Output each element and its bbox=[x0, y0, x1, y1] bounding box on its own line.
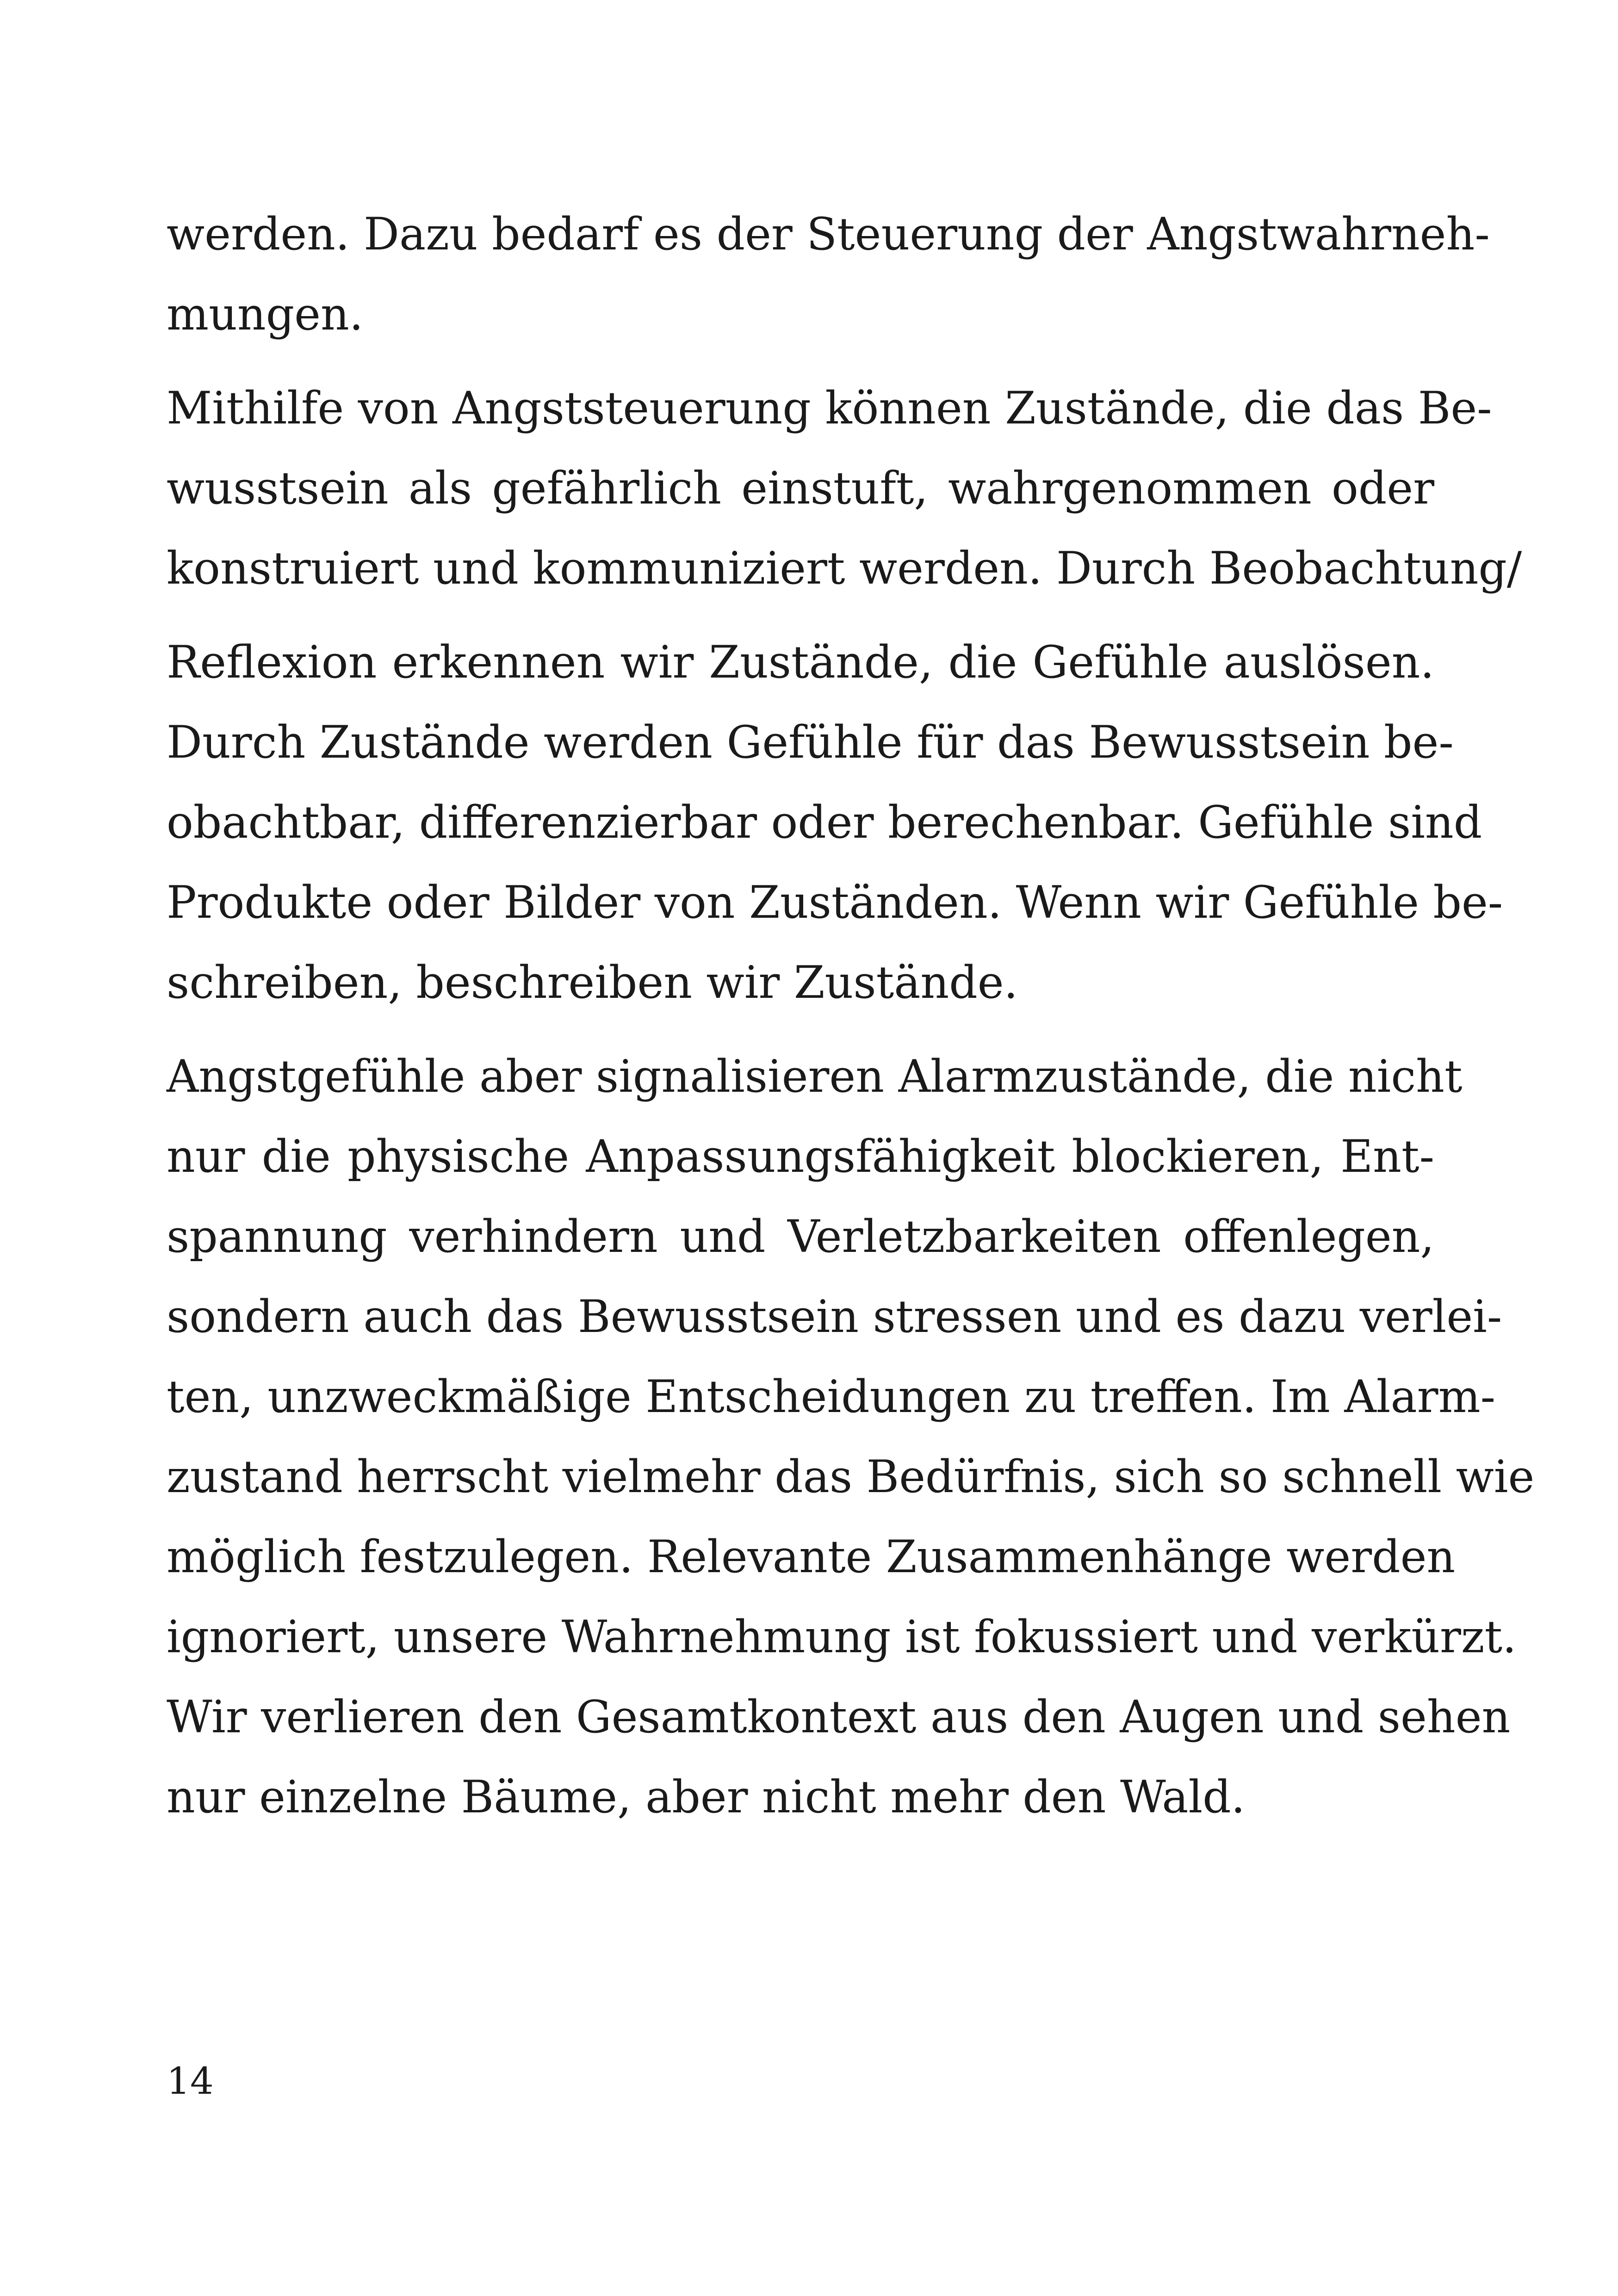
text-line: nur die physische Anpassungsfähigkeit blockieren, Ent- bbox=[167, 1131, 1434, 1182]
text-line: Reflexion erkennen wir Zustände, die Gefühle auslösen. bbox=[167, 636, 1434, 688]
text-line: sondern auch das Bewusstsein stressen und es dazu verlei- bbox=[167, 1291, 1502, 1343]
text-line: wusstsein als gefährlich einstuft, wahrgenommen oder bbox=[167, 462, 1434, 514]
text-line: nur einzelne Bäume, aber nicht mehr den Wald. bbox=[167, 1771, 1246, 1823]
text-line: obachtbar, differenzierbar oder berechenbar. Gefühle sind bbox=[167, 796, 1482, 848]
text-line: spannung verhindern und Verletzbarkeiten offenlegen, bbox=[167, 1211, 1434, 1263]
text-line: Wir verlieren den Gesamtkontext aus den Augen und sehen bbox=[167, 1691, 1511, 1743]
text-line: werden. Dazu bedarf es der Steuerung der Angstwahrneh- bbox=[167, 208, 1490, 260]
text-line: Mithilfe von Angststeuerung können Zustände, die das Be- bbox=[167, 382, 1492, 434]
paragraph bbox=[167, 622, 1503, 1023]
text-line: ten, unzweckmäßige Entscheidungen zu treffen. Im Alarm- bbox=[167, 1371, 1496, 1423]
paragraph bbox=[167, 368, 1522, 609]
text-line: schreiben, beschreiben wir Zustände. bbox=[167, 957, 1018, 1008]
paragraph bbox=[167, 194, 1490, 355]
text-line: zustand herrscht vielmehr das Bedürfnis, sich so schnell wie bbox=[167, 1451, 1535, 1503]
body-text bbox=[167, 194, 1535, 1837]
text-line: Produkte oder Bilder von Zuständen. Wenn wir Gefühle be- bbox=[167, 877, 1503, 928]
text-line: Durch Zustände werden Gefühle für das Bewusstsein be- bbox=[167, 716, 1454, 768]
text-line: ignoriert, unsere Wahrnehmung ist fokussiert und verkürzt. bbox=[167, 1611, 1517, 1663]
page-number: 14 bbox=[167, 2060, 214, 2103]
text-line: Angstgefühle aber signalisieren Alarmzustände, die nicht bbox=[167, 1051, 1463, 1102]
text-line: konstruiert und kommuniziert werden. Durch Beobachtung/ bbox=[167, 542, 1522, 594]
text-line: mungen. bbox=[167, 288, 364, 340]
text-line: möglich festzulegen. Relevante Zusammenhänge werden bbox=[167, 1531, 1456, 1583]
paragraph bbox=[167, 1037, 1535, 1837]
